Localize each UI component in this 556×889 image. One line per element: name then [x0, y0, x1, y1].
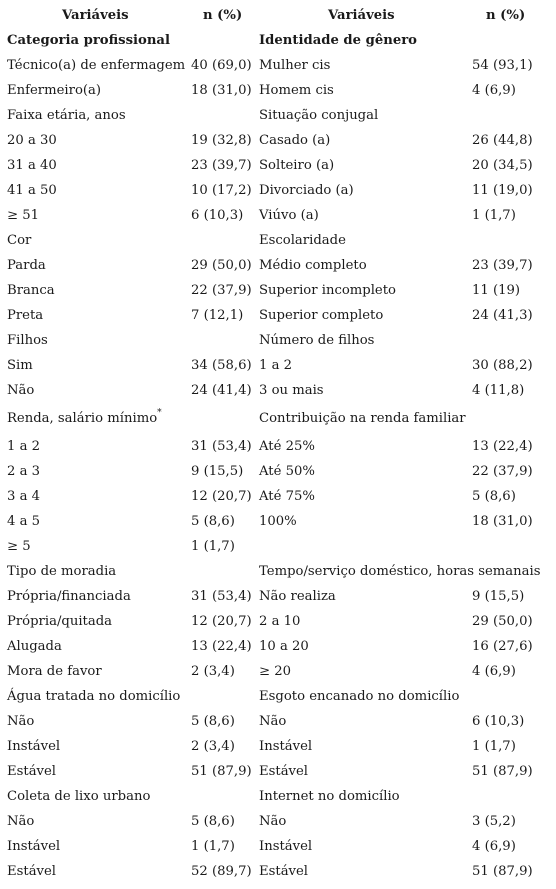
cell-variable-left: 3 a 4	[7, 489, 41, 504]
cell-variable-left: Estável	[7, 764, 57, 779]
cell-variable-right: Instável	[259, 839, 313, 854]
cell-value-left: 52 (89,7)	[191, 864, 252, 879]
cell-variable-right: Não	[259, 714, 287, 729]
cell-variable-left: Coleta de lixo urbano	[7, 789, 151, 804]
table-row	[0, 333, 556, 358]
cell-value-left: 12 (20,7)	[191, 614, 252, 629]
cell-variable-right: Estável	[259, 864, 309, 879]
cell-variable-left: 2 a 3	[7, 464, 41, 479]
table-row	[0, 439, 556, 464]
table-row	[0, 258, 556, 283]
cell-variable-left: Faixa etária, anos	[7, 108, 126, 123]
cell-value-right: 1 (1,7)	[472, 208, 516, 223]
cell-variable-left: Própria/financiada	[7, 589, 131, 604]
cell-value-right: 3 (5,2)	[472, 814, 516, 829]
cell-variable-left: 20 a 30	[7, 133, 57, 148]
cell-variable-right: Escolaridade	[259, 233, 346, 248]
cell-variable-right: Número de filhos	[259, 333, 375, 348]
cell-value-left: 5 (8,6)	[191, 514, 235, 529]
cell-variable-right: 100%	[259, 514, 297, 529]
cell-value-right: 5 (8,6)	[472, 489, 516, 504]
cell-variable-right: Instável	[259, 739, 313, 754]
table-row	[0, 839, 556, 864]
table-row	[0, 539, 556, 564]
cell-value-left: 2 (3,4)	[191, 664, 235, 679]
cell-variable-right: Superior incompleto	[259, 283, 396, 298]
cell-value-left: 5 (8,6)	[191, 714, 235, 729]
cell-variable-left: Renda, salário mínimo*	[7, 408, 162, 426]
table-row	[0, 83, 556, 108]
cell-variable-left: Cor	[7, 233, 32, 248]
table-row	[0, 383, 556, 408]
cell-variable-right: 2 a 10	[259, 614, 301, 629]
cell-variable-left: Enfermeiro(a)	[7, 83, 102, 98]
cell-variable-right: Mulher cis	[259, 58, 331, 73]
table-row	[0, 864, 556, 889]
header-n-percent-left: n (%)	[203, 8, 243, 23]
cell-variable-left: Tipo de moradia	[7, 564, 117, 579]
cell-value-left: 31 (53,4)	[191, 589, 252, 604]
cell-value-right: 16 (27,6)	[472, 639, 533, 654]
cell-variable-right: Esgoto encanado no domicílio	[259, 689, 460, 704]
cell-variable-left: Branca	[7, 283, 55, 298]
cell-variable-right: Situação conjugal	[259, 108, 379, 123]
cell-variable-left: Não	[7, 814, 35, 829]
table-row	[0, 158, 556, 183]
cell-value-left: 19 (32,8)	[191, 133, 252, 148]
cell-variable-left: Não	[7, 714, 35, 729]
table-row	[0, 714, 556, 739]
cell-variable-left: Mora de favor	[7, 664, 102, 679]
table-row	[0, 358, 556, 383]
table-row	[0, 814, 556, 839]
cell-variable-right: Homem cis	[259, 83, 334, 98]
table-row	[0, 133, 556, 158]
header-variables-left: Variáveis	[62, 8, 129, 23]
table-row	[0, 514, 556, 539]
cell-variable-right: Divorciado (a)	[259, 183, 354, 198]
cell-value-left: 13 (22,4)	[191, 639, 252, 654]
cell-variable-left: Própria/quitada	[7, 614, 113, 629]
cell-variable-right: Superior completo	[259, 308, 384, 323]
table-row	[0, 564, 556, 589]
cell-variable-left: Filhos	[7, 333, 48, 348]
cell-variable-right: Casado (a)	[259, 133, 331, 148]
cell-variable-left: 31 a 40	[7, 158, 57, 173]
cell-value-right: 1 (1,7)	[472, 739, 516, 754]
cell-value-right: 29 (50,0)	[472, 614, 533, 629]
table-row	[0, 208, 556, 233]
cell-value-left: 9 (15,5)	[191, 464, 244, 479]
cell-value-right: 6 (10,3)	[472, 714, 525, 729]
cell-variable-left: Técnico(a) de enfermagem	[7, 58, 186, 73]
cell-value-right: 9 (15,5)	[472, 589, 525, 604]
cell-value-right: 20 (34,5)	[472, 158, 533, 173]
cell-value-right: 11 (19)	[472, 283, 521, 298]
cell-value-left: 51 (87,9)	[191, 764, 252, 779]
table-row	[0, 739, 556, 764]
cell-variable-left: 41 a 50	[7, 183, 57, 198]
cell-variable-left: Água tratada no domicílio	[7, 689, 181, 704]
cell-variable-right: 10 a 20	[259, 639, 309, 654]
cell-value-right: 23 (39,7)	[472, 258, 533, 273]
table-row	[0, 664, 556, 689]
table-row	[0, 183, 556, 208]
cell-variable-right: Viúvo (a)	[259, 208, 319, 223]
cell-variable-left: Instável	[7, 839, 61, 854]
table-row	[0, 589, 556, 614]
table-row	[0, 408, 556, 436]
cell-variable-left: Sim	[7, 358, 33, 373]
cell-variable-left: Alugada	[7, 639, 62, 654]
cell-variable-left: 1 a 2	[7, 439, 41, 454]
cell-value-right: 4 (6,9)	[472, 83, 516, 98]
cell-variable-left: Parda	[7, 258, 46, 273]
cell-variable-right: 3 ou mais	[259, 383, 324, 398]
cell-value-left: 7 (12,1)	[191, 308, 244, 323]
cell-variable-right: Até 50%	[259, 464, 315, 479]
cell-value-left: 18 (31,0)	[191, 83, 252, 98]
table-row	[0, 639, 556, 664]
header-n-percent-right: n (%)	[486, 8, 526, 23]
cell-variable-right: Contribuição na renda familiar	[259, 411, 466, 426]
cell-value-right: 26 (44,8)	[472, 133, 533, 148]
cell-variable-right: ≥ 20	[259, 664, 292, 679]
cell-variable-left: Preta	[7, 308, 44, 323]
cell-value-left: 1 (1,7)	[191, 539, 235, 554]
cell-value-left: 22 (37,9)	[191, 283, 252, 298]
cell-value-right: 13 (22,4)	[472, 439, 533, 454]
cell-value-left: 40 (69,0)	[191, 58, 252, 73]
cell-value-left: 34 (58,6)	[191, 358, 252, 373]
footnote-marker: *	[157, 408, 162, 418]
cell-value-right: 54 (93,1)	[472, 58, 533, 73]
cell-variable-left: Não	[7, 383, 35, 398]
cell-variable-right: Até 25%	[259, 439, 315, 454]
cell-variable-left: Estável	[7, 864, 57, 879]
cell-value-left: 10 (17,2)	[191, 183, 252, 198]
cell-value-left: 5 (8,6)	[191, 814, 235, 829]
cell-value-right: 30 (88,2)	[472, 358, 533, 373]
cell-variable-right: 1 a 2	[259, 358, 293, 373]
cell-value-left: 29 (50,0)	[191, 258, 252, 273]
cell-value-right: 11 (19,0)	[472, 183, 533, 198]
cell-value-left: 12 (20,7)	[191, 489, 252, 504]
cell-variable-right: Tempo/serviço doméstico, horas semanais	[259, 564, 541, 579]
cell-variable-left: 4 a 5	[7, 514, 41, 529]
cell-variable-left: Categoria profissional	[7, 33, 170, 48]
table-row	[0, 58, 556, 83]
table-row	[0, 764, 556, 789]
table-header-row	[0, 8, 556, 33]
table-row	[0, 464, 556, 489]
cell-value-left: 6 (10,3)	[191, 208, 244, 223]
table-row	[0, 33, 556, 58]
cell-value-right: 24 (41,3)	[472, 308, 533, 323]
table-row	[0, 308, 556, 333]
cell-variable-right: Estável	[259, 764, 309, 779]
table-row	[0, 689, 556, 714]
cell-value-right: 4 (6,9)	[472, 839, 516, 854]
cell-variable-right: Não	[259, 814, 287, 829]
cell-value-left: 1 (1,7)	[191, 839, 235, 854]
cell-variable-left: ≥ 51	[7, 208, 40, 223]
cell-value-left: 31 (53,4)	[191, 439, 252, 454]
table-row	[0, 283, 556, 308]
header-variables-right: Variáveis	[328, 8, 395, 23]
cell-value-right: 18 (31,0)	[472, 514, 533, 529]
cell-variable-right: Até 75%	[259, 489, 315, 504]
cell-value-left: 23 (39,7)	[191, 158, 252, 173]
cell-variable-right: Solteiro (a)	[259, 158, 335, 173]
table-row	[0, 108, 556, 133]
cell-variable-right: Não realiza	[259, 589, 336, 604]
cell-variable-left: ≥ 5	[7, 539, 31, 554]
cell-value-right: 51 (87,9)	[472, 864, 533, 879]
cell-value-right: 4 (11,8)	[472, 383, 525, 398]
cell-value-left: 2 (3,4)	[191, 739, 235, 754]
cell-value-right: 51 (87,9)	[472, 764, 533, 779]
table-row	[0, 233, 556, 258]
cell-variable-right: Internet no domicílio	[259, 789, 400, 804]
table-row	[0, 789, 556, 814]
cell-variable-right: Médio completo	[259, 258, 367, 273]
cell-variable-right: Identidade de gênero	[259, 33, 417, 48]
cell-value-right: 22 (37,9)	[472, 464, 533, 479]
table-row	[0, 614, 556, 639]
table-row	[0, 489, 556, 514]
cell-value-right: 4 (6,9)	[472, 664, 516, 679]
cell-value-left: 24 (41,4)	[191, 383, 252, 398]
cell-variable-left: Instável	[7, 739, 61, 754]
